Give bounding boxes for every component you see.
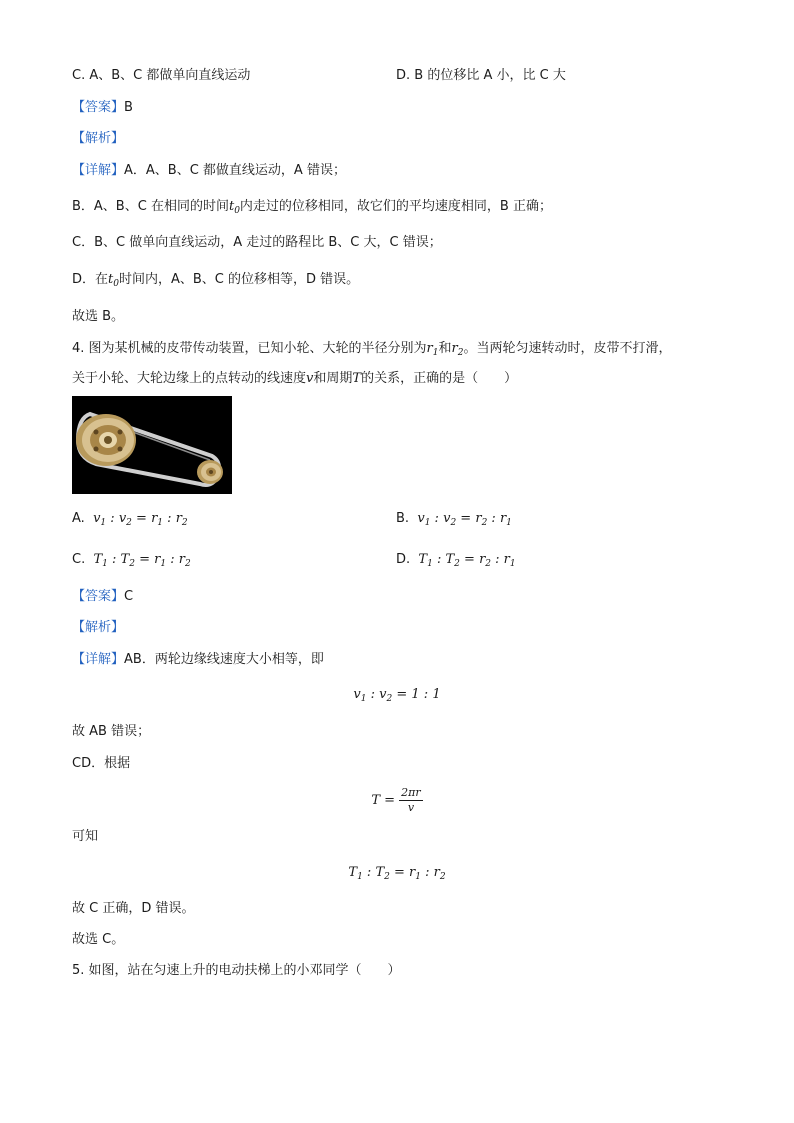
math-T: T [348, 865, 358, 880]
math-sub: 1 [509, 559, 516, 569]
stem-text: 4. 图为某机械的皮带传动装置，已知小轮、大轮的半径分别为 [72, 341, 427, 356]
math-r: r [499, 511, 507, 526]
math-sub: 2 [457, 348, 464, 358]
math-op: : [491, 552, 504, 567]
math-T: T [445, 552, 455, 567]
stem-text: 的关系，正确的是（ ） [361, 371, 518, 386]
math-value: 1 : 1 [411, 687, 441, 702]
fraction-numerator: 2πr [401, 786, 421, 799]
math-sub: 1 [357, 872, 363, 882]
detail-tag: 【详解】 [72, 652, 125, 667]
math-r: r [151, 511, 158, 526]
analysis-tag: 【解析】 [72, 131, 125, 146]
option-label: D. [396, 552, 411, 567]
q3-detail-b [72, 198, 552, 216]
q4-conclusion: 故选 C。 [72, 932, 125, 947]
q4-answer-line [72, 588, 133, 606]
q4-ab-wrong: 故 AB 错误； [72, 724, 151, 739]
math-r: r [433, 865, 440, 880]
math-sub: 2 [450, 518, 457, 528]
answer-value: B [124, 100, 133, 115]
stem-text: 关于小轮、大轮边缘上的点转动的线速度 [72, 371, 307, 386]
q4-c-correct: 故 C 正确，D 错误。 [72, 901, 195, 916]
math-r: r [503, 552, 510, 567]
q3-detail-a [72, 162, 346, 180]
math-sub: 1 [102, 559, 108, 569]
math-v: v [443, 511, 451, 526]
q5-stem: 5. 如图，站在匀速上升的电动扶梯上的小邓同学（ ） [72, 963, 401, 978]
math-v: v [118, 511, 127, 526]
option-label: C. [72, 552, 86, 567]
option-label: B. [396, 511, 410, 526]
math-T: T [120, 552, 130, 567]
math-T: T [352, 371, 362, 386]
q4-known: 可知 [72, 829, 99, 844]
stem-text: 和周期 [313, 371, 353, 386]
q4-detail-ab [72, 651, 324, 669]
equation-velocity-ratio [0, 686, 794, 704]
detail-text: B．A、B、C 在相同的时间 [72, 199, 229, 214]
math-v: v [93, 511, 101, 526]
math-op: = [389, 865, 410, 880]
math-r: r [154, 552, 161, 567]
math-sub: 2 [481, 518, 488, 528]
math-r: r [175, 511, 182, 526]
q4-stem-line-1 [72, 340, 671, 358]
math-op: : [432, 552, 446, 567]
math-r: r [178, 552, 185, 567]
q4-stem-line-2 [72, 370, 517, 388]
detail-text: 时间内，A、B、C 的位移相等，D 错误。 [118, 272, 360, 287]
math-op: = [456, 511, 476, 526]
q3-detail-d [72, 271, 359, 289]
math-sub: 2 [384, 872, 390, 882]
math-sub: 1 [415, 872, 421, 882]
math-op: : [366, 687, 380, 702]
detail-text: AB．两轮边缘线速度大小相等，即 [124, 652, 324, 667]
detail-text: 内走过的位移相同，故它们的平均速度相同，B 正确； [239, 199, 552, 214]
math-sub: 1 [360, 694, 367, 704]
analysis-tag: 【解析】 [72, 620, 125, 635]
stem-text: 和 [438, 341, 452, 356]
q3-answer-line [72, 99, 133, 117]
math-sub: 2 [485, 559, 492, 569]
math-sub: 1 [506, 518, 512, 528]
math-sub: 2 [181, 518, 188, 528]
math-sub: 2 [126, 518, 132, 528]
math-sub: 1 [427, 559, 433, 569]
math-sub: 0 [234, 206, 240, 216]
math-sub: 2 [454, 559, 460, 569]
math-t: t [228, 199, 235, 214]
math-T: T [375, 865, 385, 880]
answer-value: C [124, 589, 134, 604]
q4-option-b [396, 510, 512, 528]
q4-option-d [396, 551, 516, 569]
math-T: T [93, 552, 103, 567]
math-op: : [362, 865, 376, 880]
q3-detail-c: C．B、C 做单向直线运动，A 走过的路程比 B、C 大，C 错误； [72, 235, 442, 250]
answer-tag: 【答案】 [72, 589, 125, 604]
equation-period-ratio [0, 864, 794, 882]
math-r: r [479, 552, 486, 567]
math-sub: 0 [113, 279, 119, 289]
q3-analysis-tag [72, 130, 124, 148]
math-sub: 1 [160, 559, 167, 569]
math-r: r [426, 341, 433, 356]
math-op: : [430, 511, 444, 526]
belt-drive-image [72, 396, 232, 494]
math-op: : [163, 511, 176, 526]
detail-text: A．A、B、C 都做直线运动，A 错误； [124, 163, 346, 178]
q3-option-d: D. B 的位移比 A 小，比 C 大 [396, 68, 566, 83]
stem-text: 。当两轮匀速转动时，皮带不打滑， [463, 341, 672, 356]
math-op: : [487, 511, 500, 526]
math-v: v [417, 511, 425, 526]
option-label: A. [72, 511, 85, 526]
detail-tag: 【详解】 [72, 163, 125, 178]
math-op: = [459, 552, 480, 567]
math-r: r [409, 865, 416, 880]
math-op: = [131, 511, 152, 526]
math-sub: 1 [100, 518, 107, 528]
q4-option-c [72, 551, 191, 569]
math-r: r [475, 511, 482, 526]
math-r: r [451, 341, 458, 356]
math-t: t [108, 272, 114, 287]
math-sub: 2 [386, 694, 393, 704]
q4-cd-intro: CD．根据 [72, 756, 131, 771]
answer-tag: 【答案】 [72, 100, 125, 115]
math-op: : [420, 865, 434, 880]
q3-option-c: C. A、B、C 都做单向直线运动 [72, 68, 251, 83]
math-op: = [134, 552, 155, 567]
math-v: v [306, 371, 314, 386]
math-T: T [418, 552, 428, 567]
q3-conclusion: 故选 B。 [72, 309, 125, 324]
fraction [399, 786, 423, 815]
detail-text: D．在 [72, 272, 109, 287]
q4-analysis-tag [72, 619, 124, 637]
math-sub: 1 [157, 518, 164, 528]
q4-option-a [72, 510, 188, 528]
math-op: : [107, 552, 121, 567]
math-op: : [106, 511, 119, 526]
math-sub: 2 [129, 559, 135, 569]
math-sub: 2 [184, 559, 191, 569]
fraction-denominator: v [407, 801, 415, 814]
math-sub: 1 [432, 348, 439, 358]
math-op: = [392, 687, 412, 702]
equation-period [0, 786, 794, 815]
math-T: T [371, 793, 380, 808]
math-v: v [379, 687, 387, 702]
math-sub: 1 [424, 518, 431, 528]
math-v: v [353, 687, 361, 702]
math-op: = [380, 793, 400, 808]
math-sub: 2 [439, 872, 446, 882]
math-op: : [166, 552, 179, 567]
